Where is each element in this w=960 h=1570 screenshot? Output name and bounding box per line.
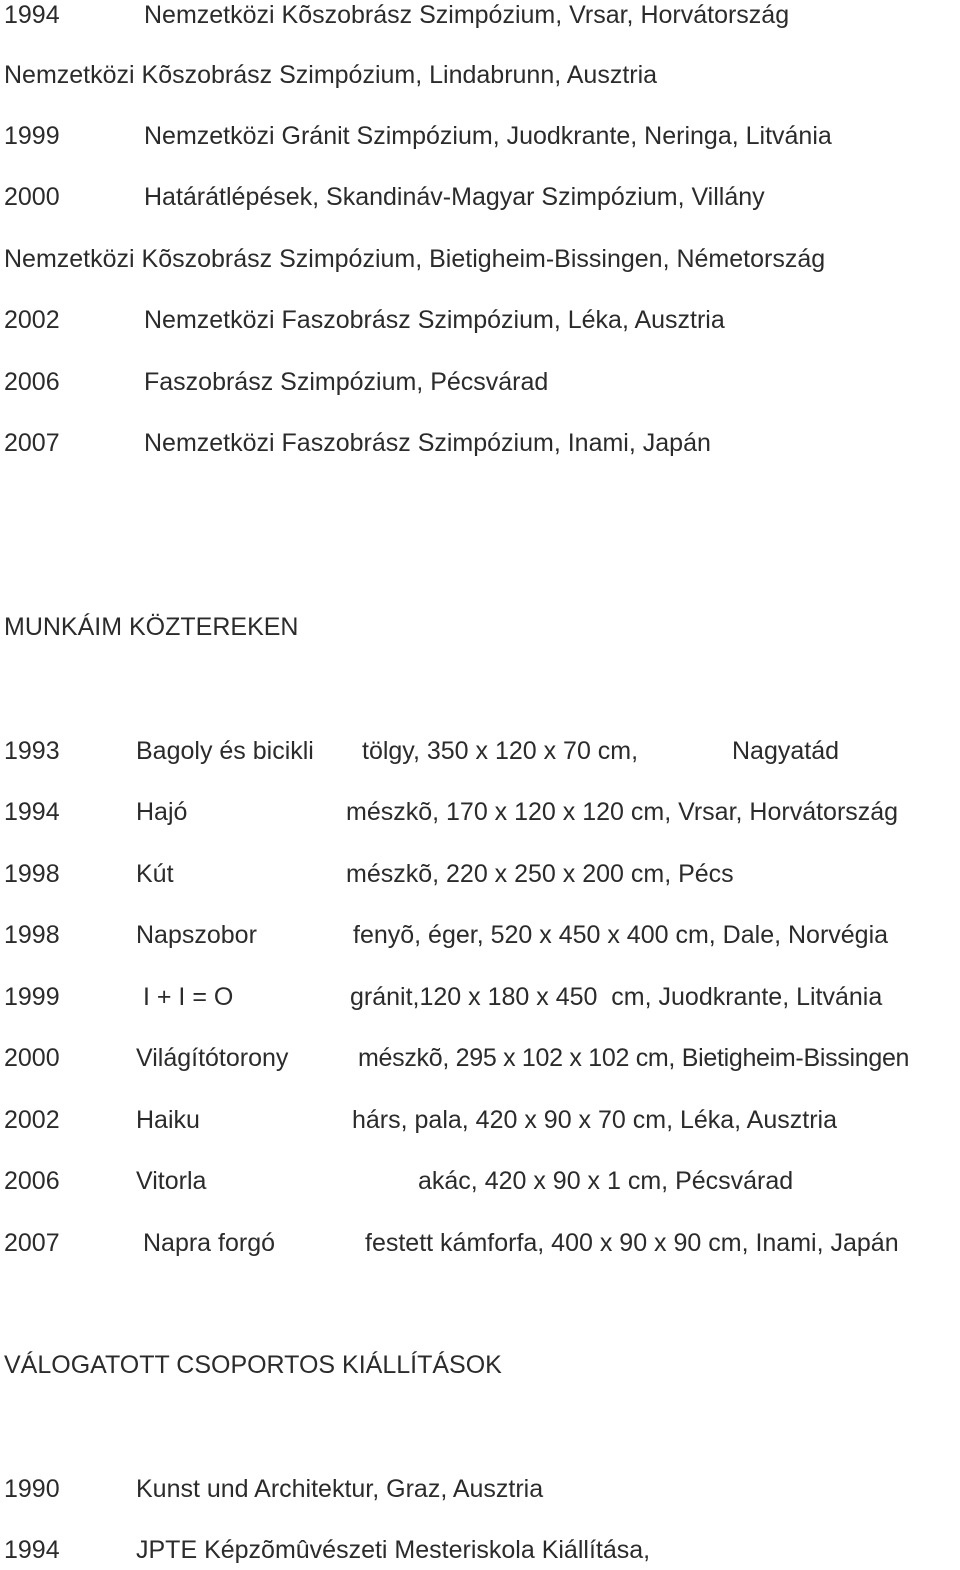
work-year: 2002 (4, 1106, 60, 1134)
symposium-year: 1994 (4, 1, 60, 29)
work-year: 1999 (4, 983, 60, 1011)
work-year: 1998 (4, 921, 60, 949)
work-title: Vitorla (136, 1167, 207, 1195)
work-title: I + I = O (143, 983, 234, 1011)
work-title: Hajó (136, 798, 188, 826)
symposium-text: Határátlépések, Skandináv-Magyar Szimpózium, Villány (144, 183, 765, 211)
work-details: hárs, pala, 420 x 90 x 70 cm, Léka, Ausztria (352, 1106, 837, 1134)
work-details: tölgy, 350 x 120 x 70 cm, (362, 737, 639, 765)
symposium-text: Faszobrász Szimpózium, Pécsvárad (144, 368, 549, 396)
symposium-year: 2006 (4, 368, 60, 396)
work-title: Bagoly és bicikli (136, 737, 314, 765)
symposium-year: 2002 (4, 306, 60, 334)
symposium-year: 1999 (4, 122, 60, 150)
exhibition-year: 1990 (4, 1475, 60, 1503)
work-year: 1998 (4, 860, 60, 888)
symposium-year: 2000 (4, 183, 60, 211)
work-year: 1994 (4, 798, 60, 826)
work-details: fenyõ, éger, 520 x 450 x 400 cm, Dale, Norvégia (353, 921, 889, 949)
work-place: Nagyatád (732, 737, 840, 765)
symposium-text: Nemzetközi Kõszobrász Szimpózium, Vrsar, Horvátország (144, 1, 790, 29)
work-details: mészkõ, 170 x 120 x 120 cm, Vrsar, Horvátország (346, 798, 899, 826)
work-title: Kút (136, 860, 174, 888)
work-title: Napszobor (136, 921, 257, 949)
work-year: 2006 (4, 1167, 60, 1195)
symposium-text: Nemzetközi Kõszobrász Szimpózium, Lindabrunn, Ausztria (4, 61, 658, 89)
work-details: akác, 420 x 90 x 1 cm, Pécsvárad (418, 1167, 794, 1195)
symposium-text: Nemzetközi Kõszobrász Szimpózium, Bietigheim-Bissingen, Németország (4, 245, 826, 273)
work-year: 2007 (4, 1229, 60, 1257)
exhibition-year: 1994 (4, 1536, 60, 1564)
work-title: Világítótorony (136, 1044, 289, 1072)
work-details: mészkõ, 295 x 102 x 102 cm, Bietigheim-Bissingen (358, 1044, 910, 1072)
exhibition-text: JPTE Képzõmûvészeti Mesteriskola Kiállítása, (136, 1536, 651, 1564)
work-title: Haiku (136, 1106, 200, 1134)
work-year: 1993 (4, 737, 60, 765)
symposium-text: Nemzetközi Faszobrász Szimpózium, Inami, Japán (144, 429, 711, 457)
work-details: gránit,120 x 180 x 450 cm, Juodkrante, Litvánia (350, 983, 883, 1011)
work-year: 2000 (4, 1044, 60, 1072)
public-works-heading: MUNKÁIM KÖZTEREKEN (4, 613, 299, 641)
symposium-text: Nemzetközi Gránit Szimpózium, Juodkrante, Neringa, Litvánia (144, 122, 832, 150)
group-exhibitions-heading: VÁLOGATOTT CSOPORTOS KIÁLLÍTÁSOK (4, 1351, 502, 1379)
work-title: Napra forgó (143, 1229, 276, 1257)
symposium-year: 2007 (4, 429, 60, 457)
work-details: festett kámforfa, 400 x 90 x 90 cm, Inami, Japán (365, 1229, 899, 1257)
work-details: mészkõ, 220 x 250 x 200 cm, Pécs (346, 860, 734, 888)
symposium-text: Nemzetközi Faszobrász Szimpózium, Léka, Ausztria (144, 306, 725, 334)
exhibition-text: Kunst und Architektur, Graz, Ausztria (136, 1475, 544, 1503)
